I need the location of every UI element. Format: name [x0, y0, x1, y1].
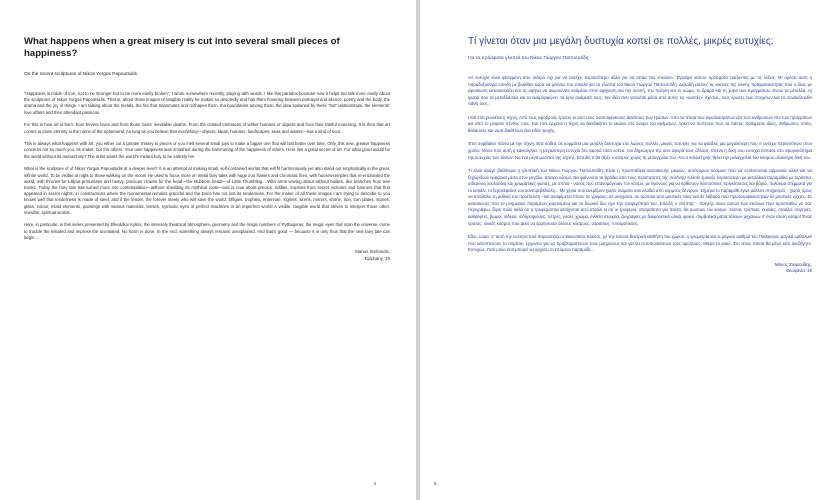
paragraph: «Η ευτυχία είναι φτιαγμένη από σίδερο όχι για να αντέχει περισσότερο αλλά για να σπάει πιο εύκολα». Έγραψα κάπου πρόσφατα παίζοντας με τις λέξεις. Μ’ αρέσει αυτή η παραδοξολογία επειδή με βοηθάει τώρα να μιλήσω πιο εύκολα για τα γλυπτά του Νίκου Γιώργου Παπουτσίδη. Δηλαδή εκείνες τις εικόνες της υλικής πραγματικότητας που ο ίδιος με αφοσίωση κατασκευάζει και τις αφήνει να αιωρούνται ανάμεσα στην αφήγηση και την σιωπή, την ποίηση και το σώμα, το δράμα και τη χαρά των πραγμάτων. Ενοώ τα μέταλλα, τη φωτιά που τα μεταλλάσσει και τα αναμορφώνει, τα όρια ανάμεσά τους, την ιδέα που γεννιέται μέσα από αυτές τις «καυτές» σχέσεις, τους έρωτες των στοιχείων και τα συνακόλουθα πάθη τους.: [468, 75, 812, 107]
signature: [24, 249, 390, 262]
right-page: [420, 0, 836, 500]
page-subtitle: Για τα πρόσφατα γλυπτά του Νίκου Γιώργου Παπουτσίδη: [468, 56, 589, 61]
page-title: Τί γίνεται όταν μια μεγάλη δυστυχία κοπεί σε πολλές, μικρές ευτυχίες;: [468, 36, 774, 47]
left-page: [0, 0, 416, 500]
paragraph: Τί είναι άραγε βαθύτερα η γλυπτική του Νίκου Γιώργου Παπουτσίδη; Είναι η προσπάθεια κατασκευής μικρών, αυτόνομων κόσμων πού να εντάσσονται αρμονικά αλλά και να ξεχωρίζουν εμφατικά μέσα στον μεγάλο, άπειρο κόσμο. Να φαίνονται τα βράδια από τους περιπατητές της σελήνης! Άλλοτε έμοιαζε περισσότερο με μεταλλικά παραμύθια με τεράστια, σιδερένια λουλούδια και χρωματικές φωτιές, με σπίτια - ναούς πού επανομάγευαν τον κόσμο, με θρόνους για να καθίσουν λιλιπούτειες πριγκίπισσες και βαριά, πολύτιμα στέμματα για το κεφάλι, το ξεροκέφαλο! του κοντορεβιθούλη... Με χέρια πού ανεμίζουν χωρίς σώματα σαν κλαδιά από κορμούς δέντρων. Σήμερα το παραμύθι έγινε μάλλον στοχασμός - χωρίς όμως να αποβάλει τη μυθική του προέλευση - και αναφέρεται πλέον σε γρίφους, σε αινίγματα, σε τρόπαια από μυστικές νίκες και σε λάβαρα πού πρωτοεμφανίστηκαν σε μυστικές νύχτες. Σε κατασκευές πού το μνημειακό παραμένει χαριτωμένο και το δωρικό δεν έχει την τρυφερότητα του. Επειδή ο γλύπτης - ποιητής όλων αυτών των εικόνων πού προσπαθώ να σας περιγράψω, ξέρει πολύ καλά ότι η τρυφερότητα φτιάχνεται από ατσάλι κι ότι οι τρυφεροί, απαραίτητα για πάντα, θα σώσουν τον κόσμο. Ξόανα, τρόπαια, κεραίες, σινιάλα, σειρήνες, καθρέφτες, βωμοί, σίδερα, σιδηρόφυλλες, πέτρες, γυαλί, χρώμα, ένθετα στοιχεία, ζωγραφιές με διαφορετικά υλικά, φακοί, συμβολικά μάτια τέλειων μηχανών σ’ έναν ατελή κόσμο! Ένας ορατός, υλικός κόσμος πού φιλεί να ερμηνεύσει άλλους κόσμους, αόρατους, πνευματικούς.: [468, 167, 812, 226]
page-number: 5: [434, 481, 437, 486]
paragraph: What is the sculpture of of Nikos Yorgos Papoutsidis at a deeper level? It is an attempt at making small, self-contained worlds that will fit harmoniously yet also stand out emphatically in the great, infinite world. To be visible at night to those walking on the moon! He used to focus more on metal fairy tales with huge iron flowers and chromatic fires, with houses-temples that re-enchanted the world, with thrones for Lilliput princesses and heavy, precious crowns for the head—the stubborn head!—of Little Thumbling... With arms waving about without bodies, like branches from tree trunks. Today the fairy tale has turned more into contemplation—without shedding its mythical roots—and is now about precies, riddles, trophies from secret victories and banners that first appeared in secret nights, in constructions where the monumental remains graceful and the Doric has not lost its tenderness. For the maker of all these images I am trying to describe to you knows well that tenderness is made of steel, and if the tender, the forever steely who will save the world. Effigies, trophies, entennae, signels, sirens, mirrors, shrine, iron, iron plates, stones, glass, colour, inlaid elements, paintings with various materials, lenses, symbolic eyes of perfect machines in an imperfect world! A visible, tangible world that strives to interpret those other, invisible, spiritual worlds.: [24, 166, 390, 215]
paragraph: Έτσι συμβαίνει πάντα με την τέχνη: Είτε κόβεις σε κομμάτια μια μεγάλη δυστυχία είτε λιώνεις πολλές, μικρές ευτυχίες για να φτιάξεις μια μεγαλύτερη που ν’ αντέχει περισσότερο στον χρόνο. Μόνο πού αυτή η καινούργια, η μεγαλύτερη ευτυχία δεν αφορά τόσο εσένα, τον δημιουργό της όσο αφορά τους άλλους. Εσένα η δική σου ευτυχία έσπασε στο σφυροκόπημα της ευτυχίας των άλλων. Να ένα μέγα μυστικό της τέχνης. Επειδή τί θα άξιζε ο κόσμος χωρίς τη μελαγχολία του; Και ο καλλιτέχνης θέλει την μελαγχολία του κόσμου ολόκληρη δική του.: [468, 141, 812, 160]
paragraph: Γιατί έτσι γεννιέται η τέχνη: Από τους σφοδρούς έρωτες κι από τους αναπόφευκτους θανάτους των ερώτων. Από τα τέλεια των αγκαλιασμάτων είτε των ανθρώπων είτε των πραγμάτων και από το μοιραίο πένθος τους. Και τότε έρχεται η τέχνη να διεκδικήσει το αιώνιο στο όνομα του εφήμερου. Αρκεί να πιστεύεις πως τα πάντα, πράγματα, ιδέες, άνθρωποι, τοπία, θάλασσες και νερά διαθέτουν ένα είδος ψυχής.: [468, 114, 812, 133]
signature: [468, 262, 812, 275]
paragraph: This is always what happens with art: you either cut a greater misery to pieces or you melt several small joys to make a bigger one that will last better over time. Only, this new, greater happiness concerns not so much you, its maker, but the others. Your own happiness was smashed during the hammering of the happiness of others. Here lies a great secret of art. For what good would be the world without its melancholy? The artist wants the world’s melancholy to be entirely his.: [24, 141, 390, 159]
signature-date: Θεοφάνια ’19: [786, 268, 812, 274]
signature-date: Epiphany ’19: [364, 255, 390, 261]
paragraph: Here, in particular, in this series presented by Elkeddkoi Kykloi, the intensely theatrical atmosphere, geometry and the magic numbers of Pythagoras, the magic eyes that scan the universe, come to trouble the initiated and impress the uninitiated. No harm is done. In the end, something always remains unexplained. And that’s good — because it is only thus that the next fairy tale can begin...: [24, 222, 390, 240]
paragraph: “Happiness is made of iron, not to be stronger but to be more easily broken”, I wrote somewhere recently, playing with words. I like this paradox because now it helps me talk more easily about the sculptures of Nikos Yorgos Papoutsidis. That is, about those images of tangible reality he makes so devotedly and has them hovering between portrayal and silence, poetry and the body, the drama and the joy of things. I am talking about the metals, the fire that transmutes and reshapes them, the boundaries among them, the idea spawned by these “hot” relationships, the elements’ love affairs and their attendant passions.: [24, 91, 390, 115]
signature-name: Manos Stefanidis,: [355, 249, 390, 255]
paragraph: For this is how art is born: from fervent loves and from those loves’ inevitable deaths. From the ceased embraces of wither humans or objects and from their fateful mourning. It is then that art comes to claim eternity in the name of the ephemeral. As long as you believe that everything—objects, ideas, humans, landscapes, seas and waters—has a kind of soul.: [24, 122, 390, 134]
page-title: What happens when a great misery is cut into several small pieces of happiness?: [24, 36, 340, 59]
signature-name: Μάνος Στεφανίδης,: [774, 261, 812, 267]
page-number: 4: [373, 481, 376, 486]
page-subtitle: On the recent sculptures of Nikos Yorgos Papoutsidis: [24, 72, 138, 77]
paragraph: Εδώ, τώρα, σ’ αυτή την ενότητα πού παρουσιάζει ο Εκκεντικός Κύκλος, με την έντονα θεατρική αίσθηση του χώρου, η γεωμετρία και οι μαγικοί αριθμοί του Πυθαγόρα, μαγικά ορθαλμοί πού κατοπτεύουν το σύμπαν, έρχονται για να προβληματίσουν τους μυημένους και για να εντυπωσιάσουν τους αμύητους. Μικρό το κακό. Στο τέλος πάντα θα μένει κάτι ανεξήγητο. Ευτυχώς. Γιατί μόνο έτσι μπορεί να αρχίσει το επόμενο παραμύθι...: [468, 234, 812, 253]
right-page-content: [468, 36, 812, 275]
left-page-content: [24, 36, 390, 262]
